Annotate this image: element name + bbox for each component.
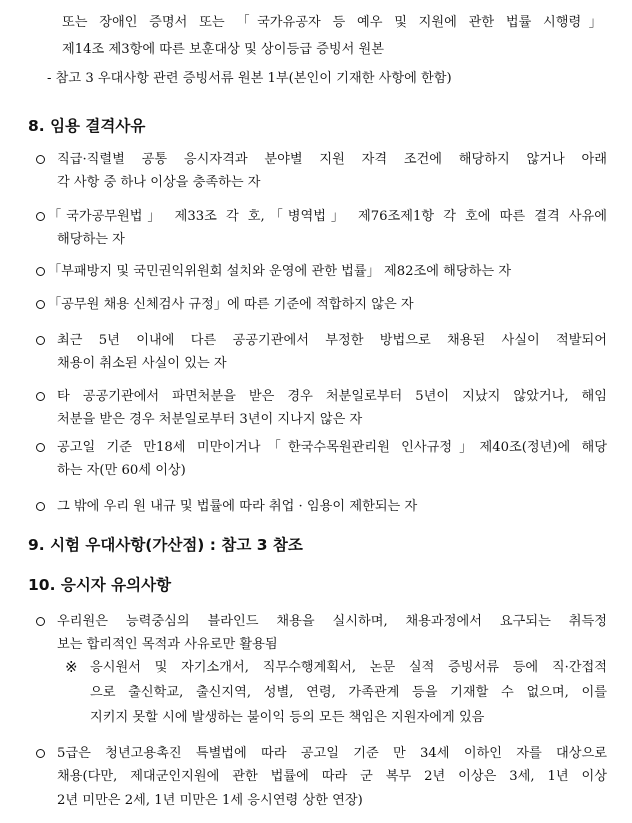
section-10-item-1-line-2: 보는 합리적인 목적과 사유로만 활용됨 xyxy=(57,637,278,652)
section-8-item-8-line-1: 그 밖에 우리 원 내규 및 법률에 따라 취업 · 임용이 제한되는 자 xyxy=(57,499,418,514)
section-8-title: 8. 임용 결격사유 xyxy=(28,117,146,135)
section-8-item-7-line-2: 하는 자(만 60세 이상) xyxy=(57,463,186,478)
note-line-1: 응시원서 및 자기소개서, 직무수행계획서, 논문 실적 증빙서류 등에 직·간접적 xyxy=(90,660,607,675)
section-8-item-2-line-2: 해당하는 자 xyxy=(57,232,125,247)
bullet-icon xyxy=(36,300,45,309)
section-10-item-2-line-3: 2년 미만은 2세, 1년 미만은 1세 응시연령 상한 연장) xyxy=(57,793,363,808)
section-8-item-3-line-1: 「부패방지 및 국민권익위원회 설치와 운영에 관한 법률」 제82조에 해당하는 자 xyxy=(48,264,512,279)
section-8-item-7-line-1: 공고일 기준 만18세 미만이거나「한국수목원관리원 인사규정」제40조(정년)에 해당 xyxy=(57,440,607,455)
bullet-icon xyxy=(36,617,45,626)
section-10-item-2-line-2: 채용(다만, 제대군인지원에 관한 법률에 따라 군 복무 2년 이상은 3세, 1년 이상 xyxy=(57,769,607,784)
bullet-icon xyxy=(36,267,45,276)
section-8-item-5-line-1: 최근 5년 이내에 다른 공공기관에서 부정한 방법으로 채용된 사실이 적발되어 xyxy=(57,333,607,348)
section-8-item-5-line-2: 채용이 취소된 사실이 있는 자 xyxy=(57,356,227,371)
note-line-2: 으로 출신학교, 출신지역, 성별, 연령, 가족관계 등을 기재할 수 없으며, 이를 xyxy=(90,685,607,700)
bullet-icon xyxy=(36,502,45,511)
bullet-icon xyxy=(36,212,45,221)
section-9-title: 9. 시험 우대사항(가산점) : 참고 3 참조 xyxy=(28,536,303,554)
section-10-item-1-line-1: 우리원은 능력중심의 블라인드 채용을 실시하며, 채용과정에서 요구되는 취득정 xyxy=(57,614,607,629)
note-line-3: 지키지 못할 시에 발생하는 불이익 등의 모든 책임은 지원자에게 있음 xyxy=(90,710,485,725)
section-8-item-2-line-1: 「국가공무원법」 제33조 각 호,「병역법」 제76조제1항 각 호에 따른 결격 사유에 xyxy=(48,209,607,224)
bullet-icon xyxy=(36,392,45,401)
intro-line-2: 제14조 제3항에 따른 보훈대상 및 상이등급 증빙서 원본 xyxy=(62,42,385,57)
bullet-icon xyxy=(36,443,45,452)
bullet-icon xyxy=(36,155,45,164)
section-8-item-6-line-2: 처분을 받은 경우 처분일로부터 3년이 지나지 않은 자 xyxy=(57,412,363,427)
intro-line-1: 또는 장애인 증명서 또는 「국가유공자 등 예우 및 지원에 관한 법률 시행령」 xyxy=(62,15,602,30)
note-mark-icon: ※ xyxy=(65,658,78,676)
section-8-item-6-line-1: 타 공공기관에서 파면처분을 받은 경우 처분일로부터 5년이 지났지 않았거나, 해임 xyxy=(57,389,607,404)
section-8-item-1-line-1: 직급·직렬별 공통 응시자격과 분야별 지원 자격 조건에 해당하지 않거나 아래 xyxy=(57,152,607,167)
bullet-icon xyxy=(36,749,45,758)
bullet-icon xyxy=(36,336,45,345)
section-8-item-4-line-1: 「공무원 채용 신체검사 규정」에 따른 기준에 적합하지 않은 자 xyxy=(48,297,414,312)
section-10-title: 10. 응시자 유의사항 xyxy=(28,576,172,594)
intro-line-3: - 참고 3 우대사항 관련 증빙서류 원본 1부(본인이 기재한 사항에 한함) xyxy=(47,71,452,86)
section-8-item-1-line-2: 각 사항 중 하나 이상을 충족하는 자 xyxy=(57,175,261,190)
section-10-item-2-line-1: 5급은 청년고용촉진 특별법에 따라 공고일 기준 만 34세 이하인 자를 대상으로 xyxy=(57,746,607,761)
